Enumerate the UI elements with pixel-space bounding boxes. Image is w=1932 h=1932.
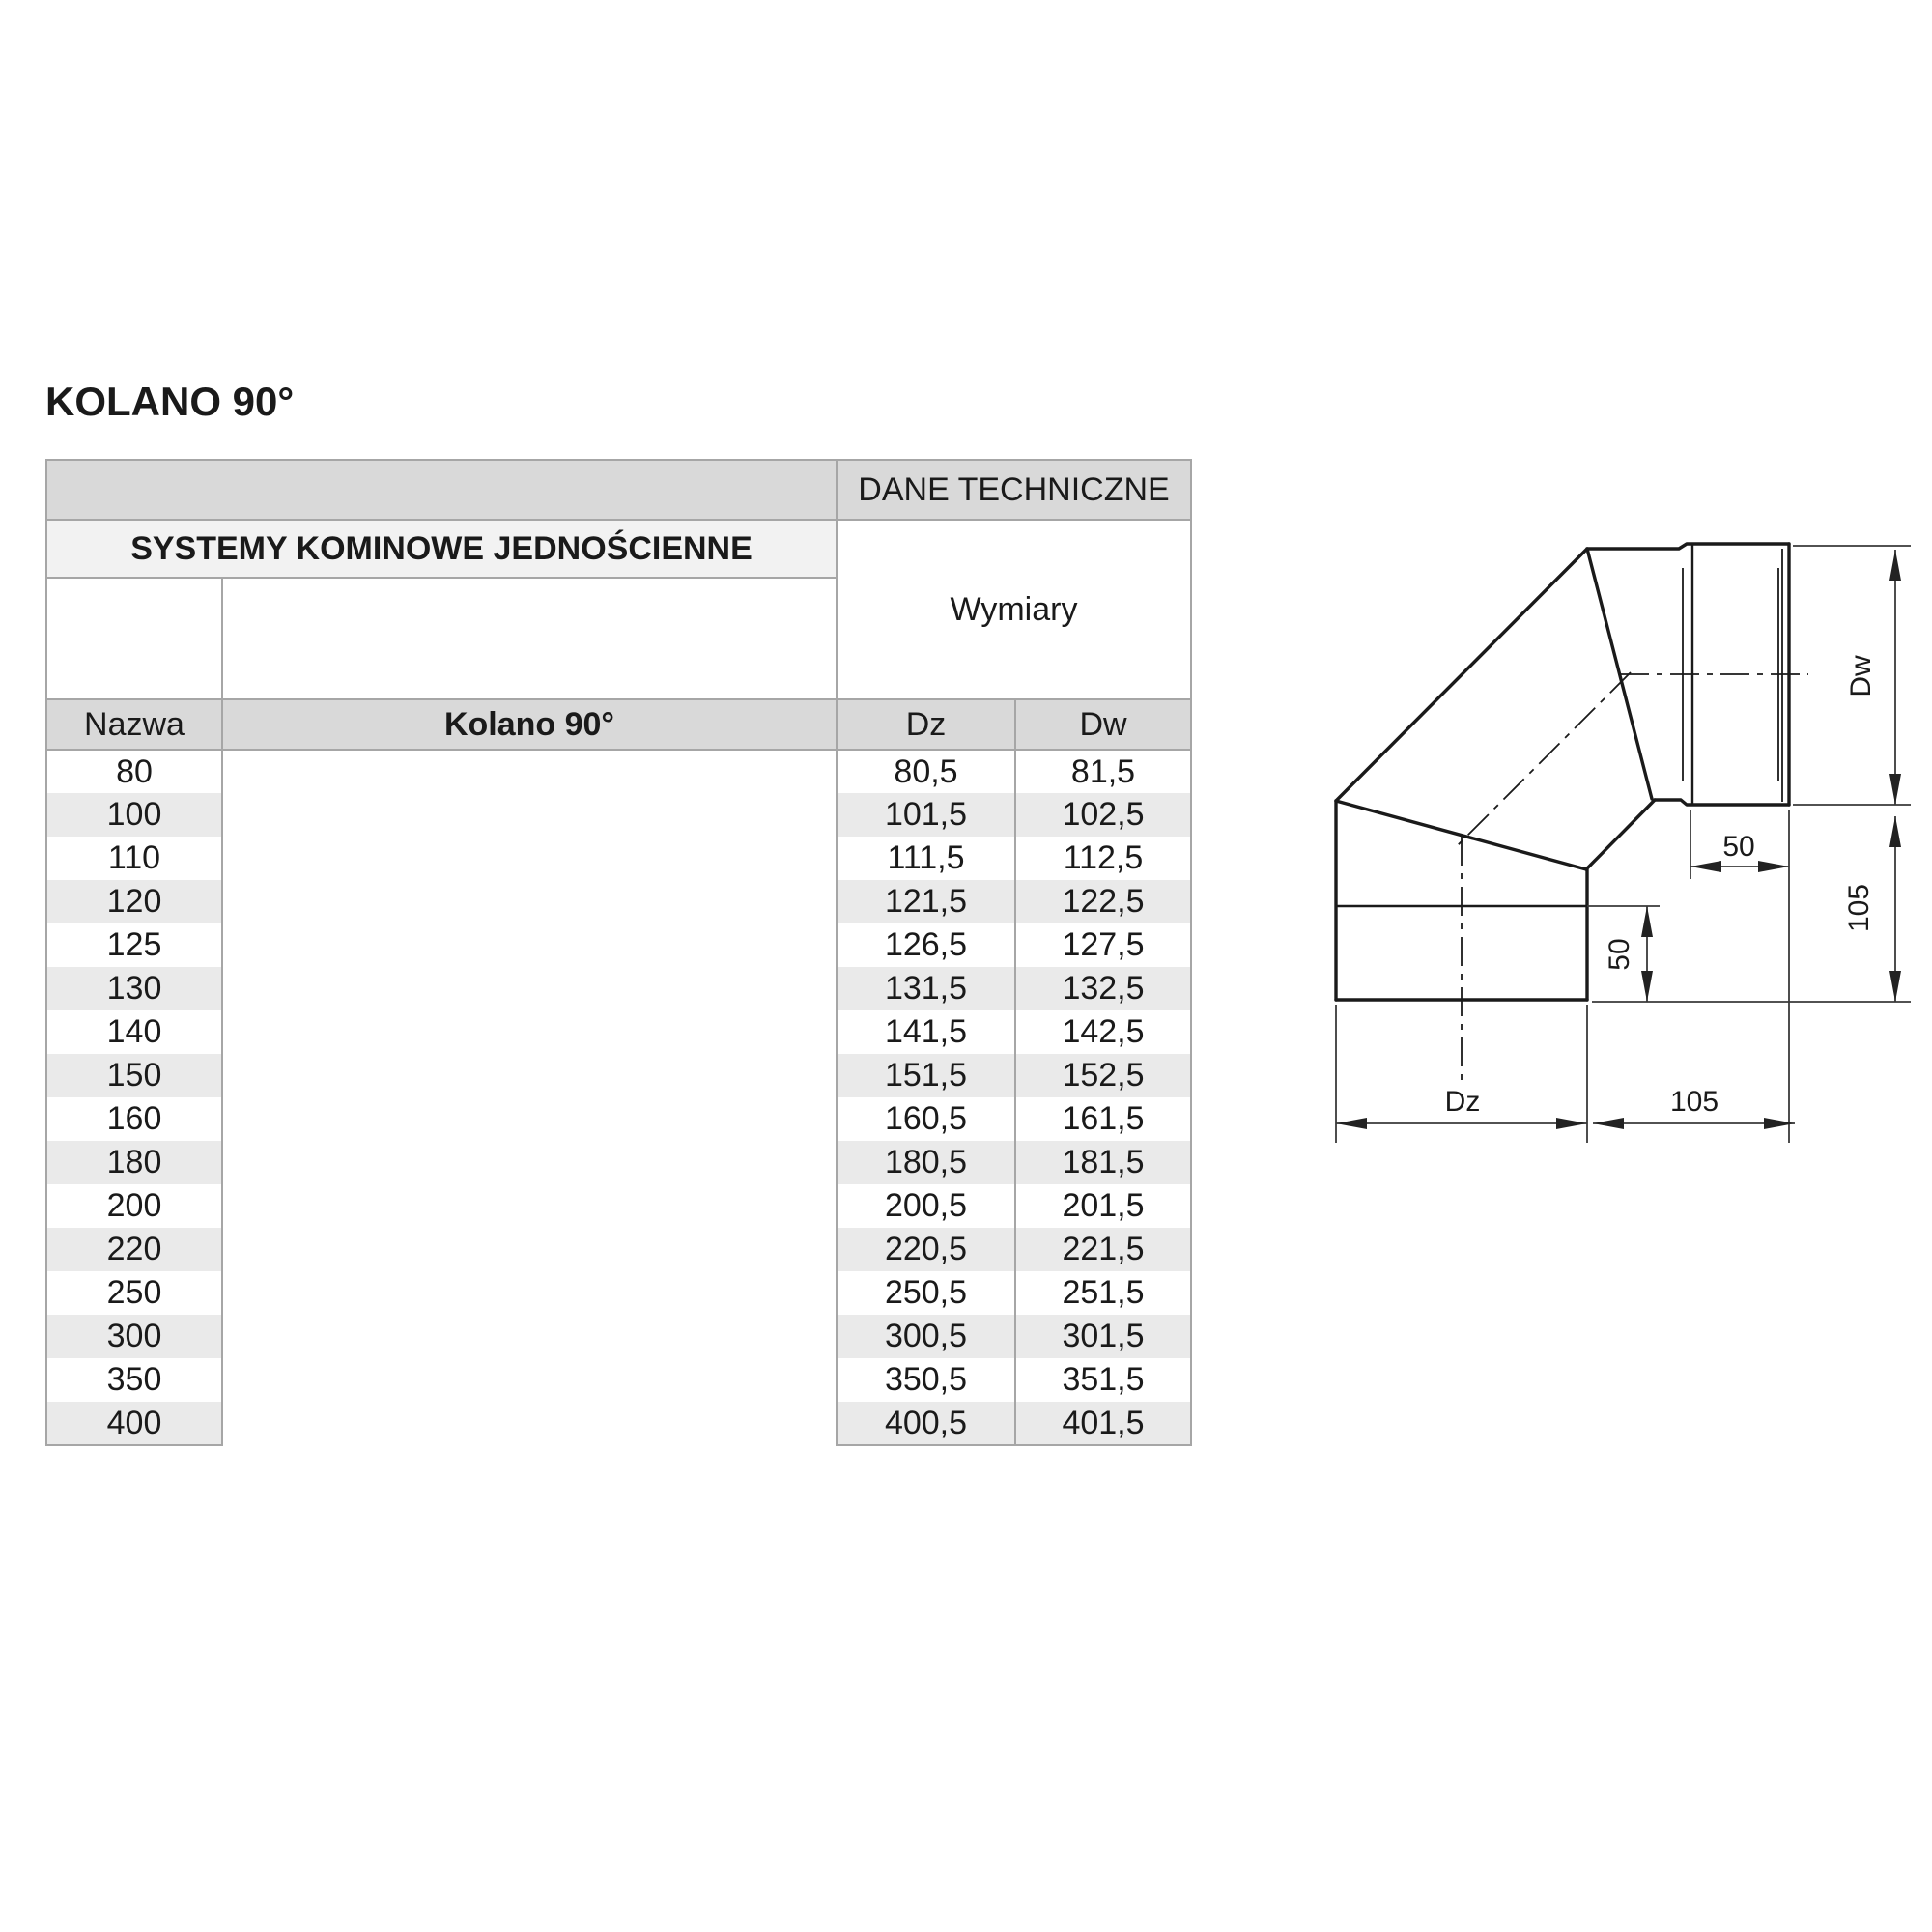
cell-name: 120	[46, 880, 222, 923]
page-title: KOLANO 90°	[45, 379, 295, 424]
cell-dw: 201,5	[1015, 1184, 1191, 1228]
cell-name: 150	[46, 1054, 222, 1097]
cell-dz: 121,5	[837, 880, 1015, 923]
cell-dw: 112,5	[1015, 837, 1191, 880]
cell-dz: 80,5	[837, 750, 1015, 793]
centerlines	[1455, 672, 1808, 1087]
cell-dz: 131,5	[837, 967, 1015, 1010]
technical-data-table	[45, 459, 1192, 1446]
cell-dz: 350,5	[837, 1358, 1015, 1402]
cell-dw: 401,5	[1015, 1402, 1191, 1445]
cell-name: 200	[46, 1184, 222, 1228]
dim-label-bottom-length: 105	[1669, 1086, 1719, 1118]
cell-dz: 300,5	[837, 1315, 1015, 1358]
product-image-cell	[222, 750, 837, 1445]
cell-dz: 200,5	[837, 1184, 1015, 1228]
cell-dw: 127,5	[1015, 923, 1191, 967]
cell-dw: 351,5	[1015, 1358, 1191, 1402]
cell-dz: 151,5	[837, 1054, 1015, 1097]
cell-name: 250	[46, 1271, 222, 1315]
cell-name: 80	[46, 750, 222, 793]
header-band-empty-cell	[46, 460, 837, 520]
technical-drawing	[1294, 522, 1932, 1159]
dim-label-dz: Dz	[1444, 1086, 1481, 1118]
cell-dw: 122,5	[1015, 880, 1191, 923]
cell-dz: 101,5	[837, 793, 1015, 837]
socket-joint-lines	[1336, 544, 1782, 906]
elbow-outline	[1336, 544, 1789, 1000]
cell-name: 180	[46, 1141, 222, 1184]
spacer-cell-product	[222, 578, 837, 699]
cell-dw: 221,5	[1015, 1228, 1191, 1271]
cell-dz: 250,5	[837, 1271, 1015, 1315]
dim-label-left-socket: 50	[1604, 938, 1635, 971]
cell-name: 140	[46, 1010, 222, 1054]
cell-dz: 141,5	[837, 1010, 1015, 1054]
cell-dw: 152,5	[1015, 1054, 1191, 1097]
header-band-row	[46, 460, 1191, 520]
column-header-name: Nazwa	[46, 699, 222, 750]
table-body	[46, 750, 1191, 1445]
cell-dw: 161,5	[1015, 1097, 1191, 1141]
dimension-arrows	[1336, 550, 1901, 1129]
cell-dz: 400,5	[837, 1402, 1015, 1445]
dim-label-top-socket: 50	[1722, 831, 1755, 863]
table-row	[46, 750, 1191, 793]
cell-dz: 111,5	[837, 837, 1015, 880]
cell-dz: 126,5	[837, 923, 1015, 967]
section-header-row	[46, 520, 1191, 578]
cell-dz: 160,5	[837, 1097, 1015, 1141]
section-header-cell: SYSTEMY KOMINOWE JEDNOŚCIENNE	[46, 520, 837, 578]
spacer-cell-name	[46, 578, 222, 699]
cell-dw: 181,5	[1015, 1141, 1191, 1184]
cell-dw: 301,5	[1015, 1315, 1191, 1358]
table-header-section	[46, 460, 1191, 750]
cell-dw: 102,5	[1015, 793, 1191, 837]
cell-name: 220	[46, 1228, 222, 1271]
dimension-lines	[1336, 546, 1911, 1143]
dimensions-header-cell: Wymiary	[837, 520, 1191, 699]
dim-label-right-length: 105	[1843, 883, 1875, 933]
cell-name: 400	[46, 1402, 222, 1445]
column-header-dw: Dw	[1015, 699, 1191, 750]
cell-name: 350	[46, 1358, 222, 1402]
cell-dz: 180,5	[837, 1141, 1015, 1184]
column-header-row	[46, 699, 1191, 750]
cell-name: 100	[46, 793, 222, 837]
cell-dw: 251,5	[1015, 1271, 1191, 1315]
tech-data-header-cell: DANE TECHNICZNE	[837, 460, 1191, 520]
cell-name: 110	[46, 837, 222, 880]
cell-dw: 132,5	[1015, 967, 1191, 1010]
cell-name: 160	[46, 1097, 222, 1141]
cell-dz: 220,5	[837, 1228, 1015, 1271]
cell-name: 130	[46, 967, 222, 1010]
column-header-dz: Dz	[837, 699, 1015, 750]
cell-dw: 81,5	[1015, 750, 1191, 793]
cell-dw: 142,5	[1015, 1010, 1191, 1054]
cell-name: 125	[46, 923, 222, 967]
dim-label-dw: Dw	[1845, 655, 1877, 697]
column-header-product: Kolano 90°	[222, 699, 837, 750]
cell-name: 300	[46, 1315, 222, 1358]
